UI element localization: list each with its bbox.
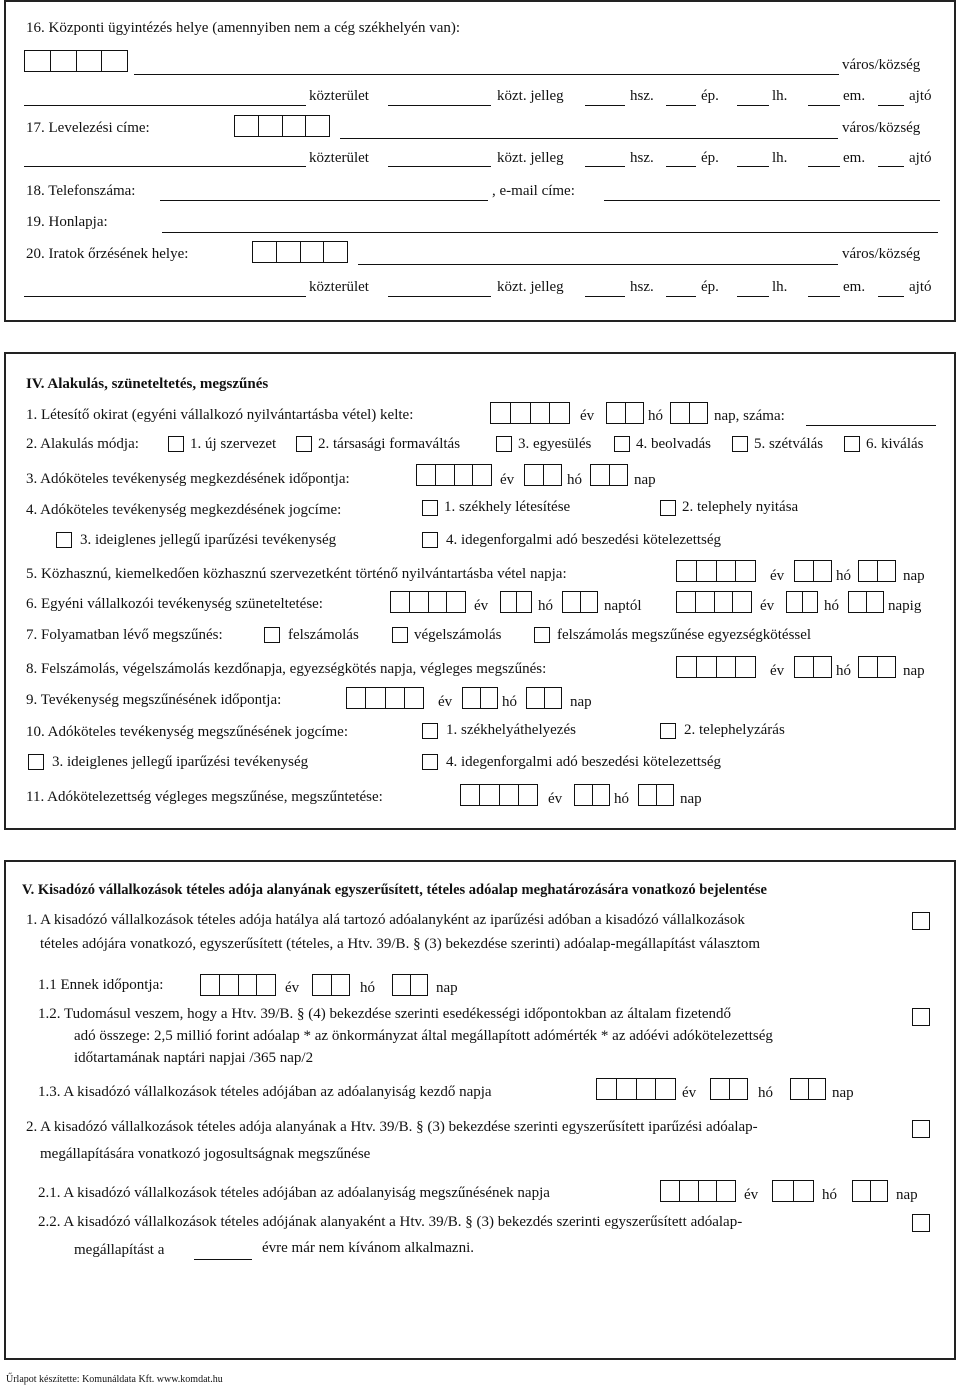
staircase-field[interactable] bbox=[737, 166, 769, 167]
formation-option: 5. szétválás bbox=[754, 436, 824, 452]
floor-label: em. bbox=[843, 279, 866, 295]
end-basis-checkbox[interactable] bbox=[422, 754, 438, 770]
v12-text-line3: időtartamának naptári napjai /365 nap/2 bbox=[74, 1050, 314, 1066]
day-field[interactable] bbox=[790, 1078, 826, 1100]
end-basis-option: 2. telephelyzárás bbox=[684, 722, 785, 738]
email-field[interactable] bbox=[604, 200, 940, 201]
door-label: ajtó bbox=[909, 150, 932, 166]
formation-option: 3. egyesülés bbox=[518, 436, 592, 452]
month-label: hó bbox=[836, 663, 851, 679]
year-field[interactable] bbox=[346, 687, 424, 709]
end-basis-option: 3. ideiglenes jellegű iparűzési tevékenység bbox=[52, 754, 309, 770]
staircase-field[interactable] bbox=[737, 105, 769, 106]
phone-field[interactable] bbox=[160, 200, 488, 201]
building-field[interactable] bbox=[666, 166, 696, 167]
v1-text-line2: tételes adójára vonatkozó, egyszerűsített (tételes, a Htv. 39/B. § (3) bekezdése szerinti) adóalap-megállapítást választom bbox=[40, 936, 760, 952]
year-input-line[interactable] bbox=[194, 1259, 252, 1260]
formation-option: 4. beolvadás bbox=[636, 436, 711, 452]
postcode-field[interactable] bbox=[24, 50, 128, 72]
public-benefit-label: 5. Közhasznú, kiemelkedően közhasznú szervezetként történő nyilvántartásba vétel napja: bbox=[26, 566, 567, 582]
v12-text-line2: adó összege: 2,5 millió forint adóalap * az önkormányzat által megállapított adómérték * az adóévi adókötelezettség bbox=[74, 1028, 773, 1044]
year-label: év bbox=[474, 598, 489, 614]
year-label: év bbox=[770, 568, 785, 584]
floor-field[interactable] bbox=[808, 166, 840, 167]
day-label: nap bbox=[436, 980, 458, 996]
basis-option: 4. idegenforgalmi adó beszedési kötelezettség bbox=[446, 532, 722, 548]
street-type-field[interactable] bbox=[388, 105, 491, 106]
termination-checkbox[interactable] bbox=[264, 627, 280, 643]
v1-text-line1: 1. A kisadózó vállalkozások tételes adója hatálya alá tartozó adóalanyként az iparűzési adóban a kisadózó vállalkozások bbox=[26, 912, 745, 928]
city-label: város/község bbox=[842, 120, 921, 136]
to-month-field[interactable] bbox=[786, 591, 818, 613]
termination-option: felszámolás megszűnése egyezségkötéssel bbox=[557, 627, 812, 643]
section-20-title: 20. Iratok őrzésének helye: bbox=[26, 246, 189, 262]
month-field[interactable] bbox=[524, 464, 562, 486]
v21-label: 2.1. A kisadózó vállalkozások tételes adójában az adóalanyiság megszűnésének napja bbox=[38, 1185, 550, 1201]
door-field[interactable] bbox=[878, 166, 904, 167]
city-field[interactable] bbox=[340, 138, 838, 139]
year-field[interactable] bbox=[676, 656, 756, 678]
formation-checkbox[interactable] bbox=[844, 436, 860, 452]
month-label: hó bbox=[836, 568, 851, 584]
document-number-field[interactable] bbox=[806, 425, 936, 426]
year-label: év bbox=[682, 1085, 697, 1101]
day-field[interactable] bbox=[638, 784, 674, 806]
v22-checkbox[interactable] bbox=[912, 1214, 930, 1232]
staircase-label: lh. bbox=[772, 150, 788, 166]
house-number-field[interactable] bbox=[585, 105, 625, 106]
day-label: nap bbox=[903, 568, 925, 584]
tax-liability-end-label: 11. Adókötelezettség végleges megszűnése, megszűntetése: bbox=[26, 789, 383, 805]
formation-checkbox[interactable] bbox=[614, 436, 630, 452]
year-field[interactable] bbox=[490, 402, 570, 424]
city-field[interactable] bbox=[134, 74, 839, 75]
basis-checkbox[interactable] bbox=[422, 532, 438, 548]
day-field[interactable] bbox=[858, 560, 896, 582]
month-label: hó bbox=[567, 472, 582, 488]
termination-option: végelszámolás bbox=[414, 627, 502, 643]
street-type-field[interactable] bbox=[388, 296, 491, 297]
building-field[interactable] bbox=[666, 296, 696, 297]
section-19-title: 19. Honlapja: bbox=[26, 214, 108, 230]
section-v bbox=[4, 860, 956, 1360]
section-v-heading: V. Kisadózó vállalkozások tételes adója alanyának egyszerűsített, tételes adóalap meghatározására vonatkozó bejelentése bbox=[22, 882, 767, 898]
from-label: naptól bbox=[604, 598, 642, 614]
footer-credit: Űrlapot készítette: Komunáldata Kft. www.komdat.hu bbox=[6, 1374, 223, 1385]
month-label: hó bbox=[614, 791, 629, 807]
building-field[interactable] bbox=[666, 105, 696, 106]
month-label: hó bbox=[824, 598, 839, 614]
city-field[interactable] bbox=[358, 264, 838, 265]
liquidation-start-label: 8. Felszámolás, végelszámolás kezdőnapja, egyezségkötés napja, végleges megszűnés: bbox=[26, 661, 547, 677]
v11-label: 1.1 Ennek időpontja: bbox=[38, 977, 164, 993]
day-field[interactable] bbox=[670, 402, 708, 424]
month-field[interactable] bbox=[772, 1180, 814, 1202]
house-number-label: hsz. bbox=[630, 88, 654, 104]
email-label: , e-mail címe: bbox=[492, 183, 575, 199]
year-field[interactable] bbox=[416, 464, 492, 486]
month-field[interactable] bbox=[794, 656, 832, 678]
staircase-label: lh. bbox=[772, 88, 788, 104]
to-day-field[interactable] bbox=[848, 591, 884, 613]
day-field[interactable] bbox=[852, 1180, 888, 1202]
day-field[interactable] bbox=[858, 656, 896, 678]
month-label: hó bbox=[502, 694, 517, 710]
founding-document-label: 1. Létesítő okirat (egyéni vállalkozó nyilvántartásba vétel) kelte: bbox=[26, 407, 414, 423]
street-field[interactable] bbox=[24, 166, 306, 167]
to-label: napig bbox=[888, 598, 922, 614]
floor-field[interactable] bbox=[808, 296, 840, 297]
website-field[interactable] bbox=[162, 232, 938, 233]
suspension-label: 6. Egyéni vállalkozói tevékenység szüneteltetése: bbox=[26, 596, 323, 612]
v12-text-line1: 1.2. Tudomásul veszem, hogy a Htv. 39/B. § (4) bekezdése szerinti esedékességi időpontokban az általam fizetendő bbox=[38, 1006, 732, 1022]
section-17-title: 17. Levelezési címe: bbox=[26, 120, 150, 136]
basis-option: 3. ideiglenes jellegű iparűzési tevékenység bbox=[80, 532, 337, 548]
v22-text-line2: megállapítást a bbox=[74, 1242, 165, 1258]
end-basis-checkbox[interactable] bbox=[422, 723, 438, 739]
end-basis-checkbox[interactable] bbox=[660, 723, 676, 739]
day-label: nap bbox=[570, 694, 592, 710]
day-label: nap bbox=[634, 472, 656, 488]
house-number-label: hsz. bbox=[630, 279, 654, 295]
street-type-field[interactable] bbox=[388, 166, 491, 167]
postcode-field[interactable] bbox=[234, 115, 330, 137]
formation-checkbox[interactable] bbox=[732, 436, 748, 452]
floor-field[interactable] bbox=[808, 105, 840, 106]
street-field[interactable] bbox=[24, 105, 306, 106]
street-type-label: közt. jelleg bbox=[497, 88, 564, 104]
day-label: nap bbox=[896, 1187, 918, 1203]
activity-start-basis-label: 4. Adóköteles tevékenység megkezdésének jogcíme: bbox=[26, 502, 342, 518]
basis-checkbox[interactable] bbox=[422, 500, 438, 516]
street-label: közterület bbox=[309, 279, 369, 295]
month-field[interactable] bbox=[574, 784, 610, 806]
year-field[interactable] bbox=[676, 560, 756, 582]
v2-checkbox[interactable] bbox=[912, 1120, 930, 1138]
termination-checkbox[interactable] bbox=[392, 627, 408, 643]
formation-mode-label: 2. Alakulás módja: bbox=[26, 436, 139, 452]
door-label: ajtó bbox=[909, 279, 932, 295]
year-label: év bbox=[285, 980, 300, 996]
door-label: ajtó bbox=[909, 88, 932, 104]
month-label: hó bbox=[758, 1085, 773, 1101]
year-field[interactable] bbox=[596, 1078, 676, 1100]
to-year-field[interactable] bbox=[676, 591, 752, 613]
from-day-field[interactable] bbox=[562, 591, 598, 613]
postcode-field[interactable] bbox=[252, 241, 348, 263]
city-label: város/község bbox=[842, 57, 921, 73]
floor-label: em. bbox=[843, 150, 866, 166]
from-year-field[interactable] bbox=[390, 591, 466, 613]
section-iv-heading: IV. Alakulás, szüneteltetés, megszűnés bbox=[26, 376, 269, 392]
door-field[interactable] bbox=[878, 296, 904, 297]
termination-checkbox[interactable] bbox=[534, 627, 550, 643]
month-field[interactable] bbox=[710, 1078, 748, 1100]
year-field[interactable] bbox=[460, 784, 538, 806]
formation-checkbox[interactable] bbox=[168, 436, 184, 452]
formation-option: 6. kiválás bbox=[866, 436, 924, 452]
end-basis-checkbox[interactable] bbox=[28, 754, 44, 770]
year-label: év bbox=[760, 598, 775, 614]
door-field[interactable] bbox=[878, 105, 904, 106]
address-section bbox=[4, 0, 956, 322]
basis-option: 2. telephely nyitása bbox=[682, 499, 799, 515]
house-number-label: hsz. bbox=[630, 150, 654, 166]
year-label: év bbox=[770, 663, 785, 679]
day-label: nap bbox=[680, 791, 702, 807]
building-label: ép. bbox=[701, 150, 719, 166]
street-label: közterület bbox=[309, 88, 369, 104]
year-field[interactable] bbox=[660, 1180, 736, 1202]
year-label: év bbox=[580, 408, 595, 424]
termination-option: felszámolás bbox=[288, 627, 359, 643]
basis-option: 1. székhely létesítése bbox=[444, 499, 571, 515]
building-label: ép. bbox=[701, 88, 719, 104]
v22-text-line1: 2.2. A kisadózó vállalkozások tételes adójának alanyaként a Htv. 39/B. § (3) bekezdés szerinti egyszerűsített adóalap- bbox=[38, 1214, 743, 1230]
year-label: év bbox=[744, 1187, 759, 1203]
month-field[interactable] bbox=[462, 687, 498, 709]
section-16-title: 16. Központi ügyintézés helye (amennyiben nem a cég székhelyén van): bbox=[26, 20, 461, 36]
month-label: hó bbox=[822, 1187, 837, 1203]
month-label: hó bbox=[538, 598, 553, 614]
end-basis-option: 1. székhelyáthelyezés bbox=[446, 722, 576, 738]
staircase-label: lh. bbox=[772, 279, 788, 295]
street-type-label: közt. jelleg bbox=[497, 150, 564, 166]
v13-label: 1.3. A kisadózó vállalkozások tételes adójában az adóalanyiság kezdő napja bbox=[38, 1084, 492, 1100]
street-type-label: közt. jelleg bbox=[497, 279, 564, 295]
street-field[interactable] bbox=[24, 296, 306, 297]
year-label: év bbox=[548, 791, 563, 807]
city-label: város/község bbox=[842, 246, 921, 262]
day-number-label: nap, száma: bbox=[714, 408, 785, 424]
month-label: hó bbox=[648, 408, 663, 424]
street-label: közterület bbox=[309, 150, 369, 166]
day-label: nap bbox=[903, 663, 925, 679]
section-18-title: 18. Telefonszáma: bbox=[26, 183, 136, 199]
month-field[interactable] bbox=[794, 560, 832, 582]
v2-text-line2: megállapítására vonatkozó jogosultságnak megszűnése bbox=[40, 1146, 371, 1162]
v12-checkbox[interactable] bbox=[912, 1008, 930, 1026]
basis-checkbox[interactable] bbox=[660, 500, 676, 516]
month-field[interactable] bbox=[312, 974, 350, 996]
day-field[interactable] bbox=[590, 464, 628, 486]
v22-text-line3: évre már nem kívánom alkalmazni. bbox=[262, 1240, 474, 1256]
activity-end-basis-label: 10. Adóköteles tevékenység megszűnésének jogcíme: bbox=[26, 724, 348, 740]
year-label: év bbox=[500, 472, 515, 488]
formation-option: 1. új szervezet bbox=[190, 436, 277, 452]
month-label: hó bbox=[360, 980, 375, 996]
basis-checkbox[interactable] bbox=[56, 532, 72, 548]
house-number-field[interactable] bbox=[585, 296, 625, 297]
formation-option: 2. társasági formaváltás bbox=[318, 436, 461, 452]
formation-checkbox[interactable] bbox=[496, 436, 512, 452]
pending-termination-label: 7. Folyamatban lévő megszűnés: bbox=[26, 627, 223, 643]
house-number-field[interactable] bbox=[585, 166, 625, 167]
day-label: nap bbox=[832, 1085, 854, 1101]
v1-checkbox[interactable] bbox=[912, 912, 930, 930]
formation-checkbox[interactable] bbox=[296, 436, 312, 452]
activity-start-label: 3. Adóköteles tevékenység megkezdésének időpontja: bbox=[26, 471, 350, 487]
year-label: év bbox=[438, 694, 453, 710]
month-field[interactable] bbox=[606, 402, 644, 424]
day-field[interactable] bbox=[392, 974, 428, 996]
v2-text-line1: 2. A kisadózó vállalkozások tételes adója alanyának a Htv. 39/B. § (3) bekezdése szerinti egyszerűsített iparűzési adóalap- bbox=[26, 1119, 758, 1135]
building-label: ép. bbox=[701, 279, 719, 295]
from-month-field[interactable] bbox=[500, 591, 532, 613]
activity-end-label: 9. Tevékenység megszűnésének időpontja: bbox=[26, 692, 282, 708]
staircase-field[interactable] bbox=[737, 296, 769, 297]
year-field[interactable] bbox=[200, 974, 276, 996]
end-basis-option: 4. idegenforgalmi adó beszedési kötelezettség bbox=[446, 754, 722, 770]
day-field[interactable] bbox=[526, 687, 562, 709]
floor-label: em. bbox=[843, 88, 866, 104]
